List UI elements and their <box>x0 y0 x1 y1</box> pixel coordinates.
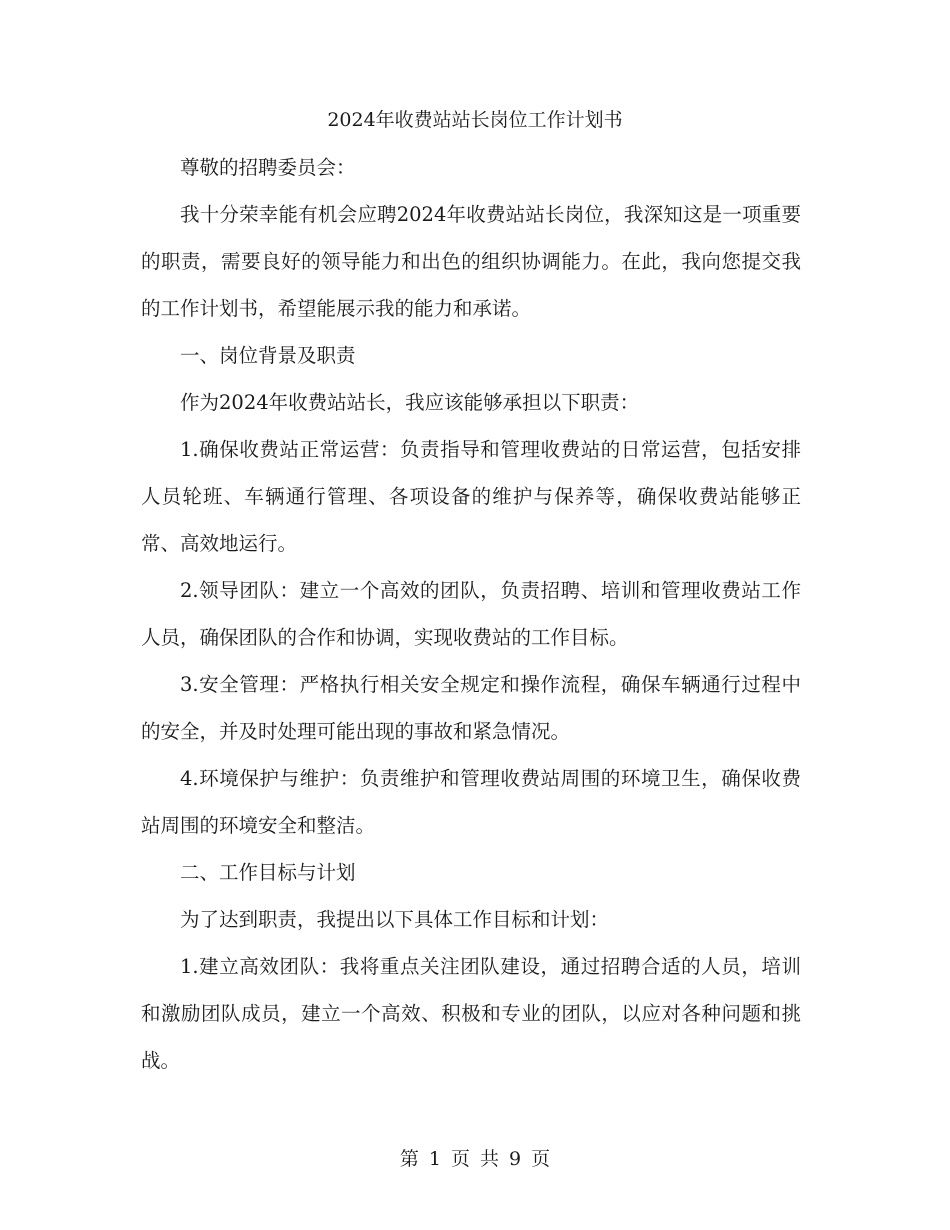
duty-item-2: 2.领导团队：建立一个高效的团队，负责招聘、培训和管理收费站工作人员，确保团队的合作和协调，实现收费站的工作目标。 <box>141 579 801 649</box>
duty-item-3: 3.安全管理：严格执行相关安全规定和操作流程，确保车辆通行过程中的安全，并及时处理可能出现的事故和紧急情况。 <box>141 673 801 743</box>
section-heading-2: 二、工作目标与计划 <box>180 861 356 884</box>
duties-intro-paragraph: 作为2024年收费站站长，我应该能够承担以下职责： <box>180 391 640 414</box>
section-heading-1: 一、岗位背景及职责 <box>180 344 356 367</box>
intro-paragraph: 我十分荣幸能有机会应聘2024年收费站站长岗位，我深知这是一项重要的职责，需要良好的领导能力和出色的组织协调能力。在此，我向您提交我的工作计划书，希望能展示我的能力和承诺。 <box>141 203 801 320</box>
goals-intro-paragraph: 为了达到职责，我提出以下具体工作目标和计划： <box>180 908 610 931</box>
document-body <box>141 144 801 1084</box>
page-number-footer: 第 1 页 共 9 页 <box>399 1148 551 1170</box>
goal-item-1: 1.建立高效团队：我将重点关注团队建设，通过招聘合适的人员，培训和激励团队成员，建立一个高效、积极和专业的团队，以应对各种问题和挑战。 <box>141 955 801 1072</box>
duty-item-1: 1.确保收费站正常运营：负责指导和管理收费站的日常运营，包括安排人员轮班、车辆通行管理、各项设备的维护与保养等，确保收费站能够正常、高效地运行。 <box>141 438 801 555</box>
greeting-paragraph: 尊敬的招聘委员会： <box>180 156 356 179</box>
document-title: 2024年收费站站长岗位工作计划书 <box>327 109 623 131</box>
duty-item-4: 4.环境保护与维护：负责维护和管理收费站周围的环境卫生，确保收费站周围的环境安全和整洁。 <box>141 767 801 837</box>
